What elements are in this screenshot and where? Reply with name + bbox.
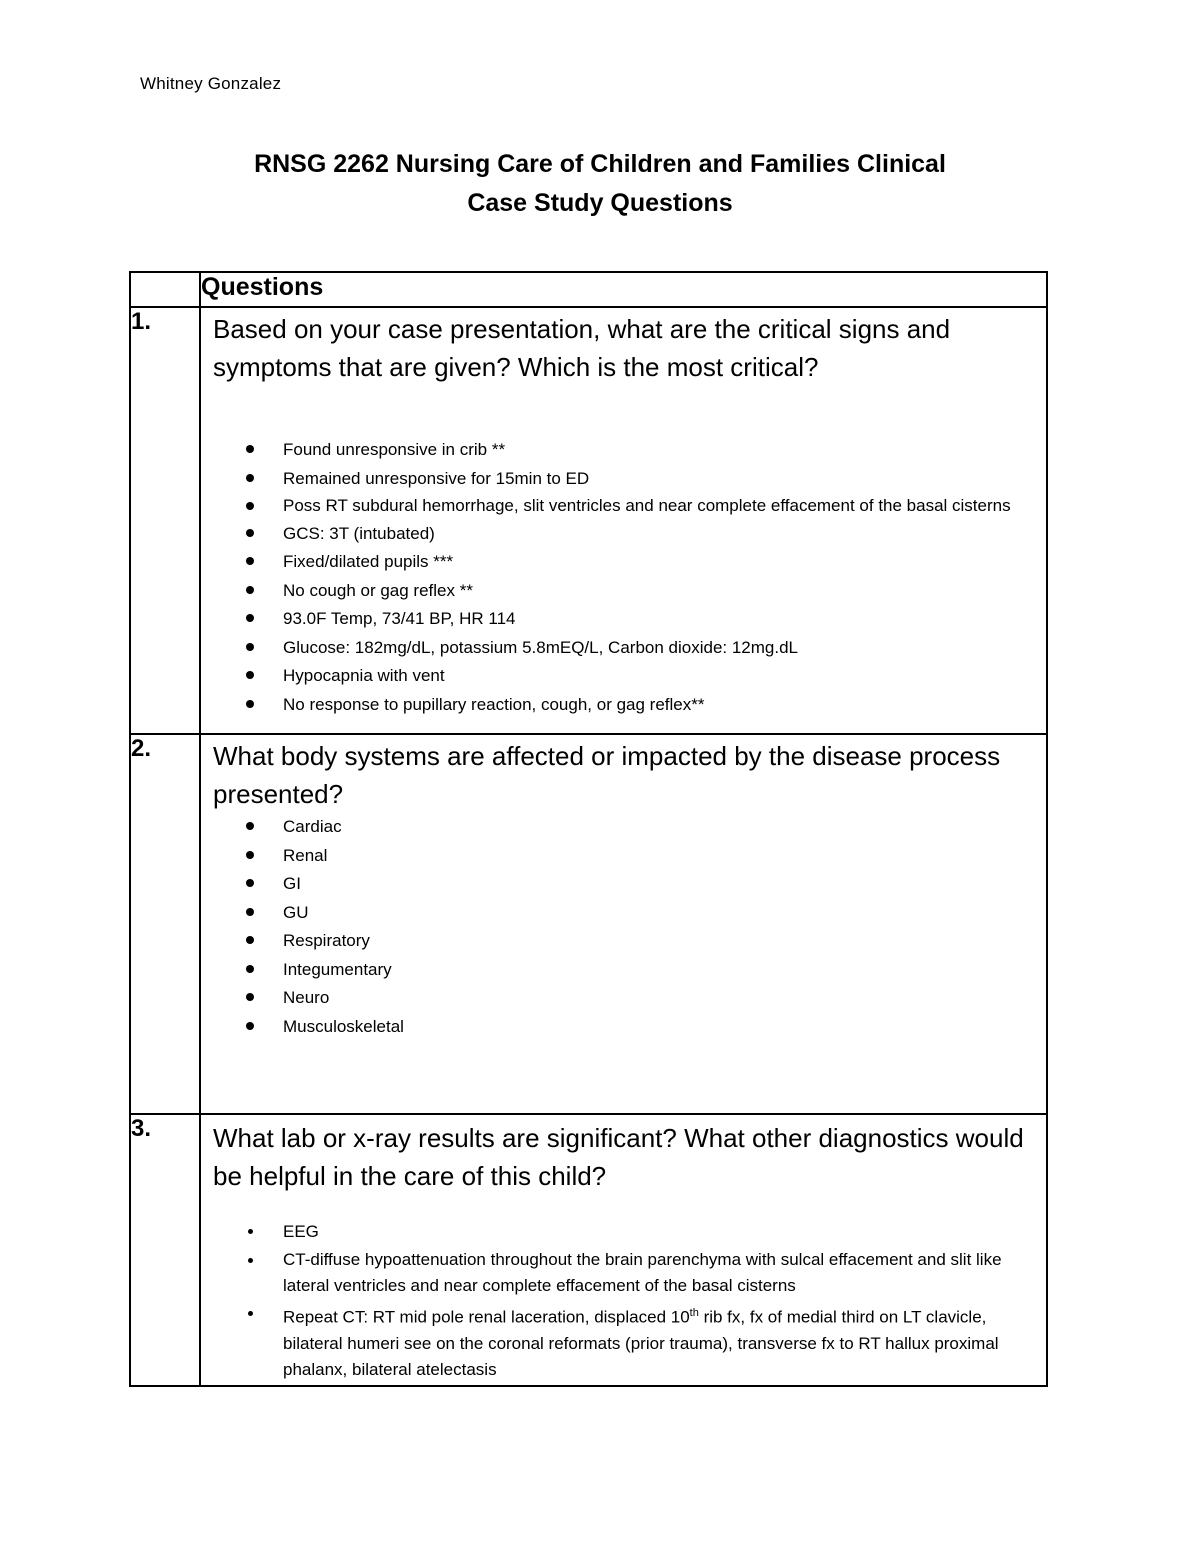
superscript: th (689, 1306, 699, 1319)
list-item: Found unresponsive in crib ** (283, 436, 1026, 465)
list-item (283, 1300, 1026, 1384)
row-number: 1. (130, 307, 200, 734)
question-text: What body systems are affected or impacted by the disease process presented? (213, 741, 1001, 809)
questions-header: Questions (200, 272, 1047, 307)
list-item-text: Repeat CT: RT mid pole renal laceration, displaced 10 (283, 1307, 690, 1327)
table-row (130, 734, 1047, 1114)
list-item: Integumentary (283, 956, 1026, 985)
list-item: Remained unresponsive for 15min to ED (283, 465, 1026, 494)
table-row (130, 307, 1047, 734)
question-cell (200, 734, 1047, 1114)
list-item: No cough or gag reflex ** (283, 577, 1026, 606)
page-subtitle: Case Study Questions (467, 189, 733, 217)
answer-list (201, 1218, 1046, 1384)
list-item: EEG (283, 1218, 1026, 1247)
list-item: GU (283, 899, 1026, 928)
list-item: Glucose: 182mg/dL, potassium 5.8mEQ/L, Carbon dioxide: 12mg.dL (283, 634, 1026, 663)
list-item-text: rib fx, fx of medial third on LT clavicle, bilateral humeri see on the coronal reformats (prior trauma), transverse fx to RT hallux proximal phalanx, bilateral atelectasis (283, 1307, 999, 1380)
list-item: No response to pupillary reaction, cough, or gag reflex** (283, 691, 1026, 720)
row-number: 2. (130, 734, 200, 1114)
answer-list (201, 813, 1046, 1041)
question-cell (200, 1114, 1047, 1386)
question-cell (200, 307, 1047, 734)
author-name: Whitney Gonzalez (140, 74, 282, 93)
list-item: 93.0F Temp, 73/41 BP, HR 114 (283, 605, 1026, 634)
list-item: Poss RT subdural hemorrhage, slit ventricles and near complete effacement of the basal cisterns (283, 493, 1026, 520)
table-header-row (130, 272, 1047, 307)
list-item: Hypocapnia with vent (283, 662, 1026, 691)
question-text: Based on your case presentation, what are the critical signs and symptoms that are given? Which is the most critical? (213, 314, 951, 382)
list-item: Neuro (283, 984, 1026, 1013)
page-title: RNSG 2262 Nursing Care of Children and Families Clinical (254, 150, 946, 178)
row-number: 3. (130, 1114, 200, 1386)
list-item: GI (283, 870, 1026, 899)
list-item: CT-diffuse hypoattenuation throughout the brain parenchyma with sulcal effacement and slit like lateral ventricles and near complete effacement of the basal cisterns (283, 1247, 1026, 1300)
question-text: What lab or x-ray results are significant? What other diagnostics would be helpful in the care of this child? (213, 1123, 1024, 1191)
list-item: GCS: 3T (intubated) (283, 520, 1026, 549)
questions-table (129, 271, 1048, 1387)
list-item: Renal (283, 842, 1026, 871)
table-row (130, 1114, 1047, 1386)
answer-list (201, 436, 1046, 719)
list-item: Cardiac (283, 813, 1026, 842)
header-empty-cell (130, 272, 200, 307)
list-item: Musculoskeletal (283, 1013, 1026, 1042)
list-item: Respiratory (283, 927, 1026, 956)
list-item: Fixed/dilated pupils *** (283, 548, 1026, 577)
